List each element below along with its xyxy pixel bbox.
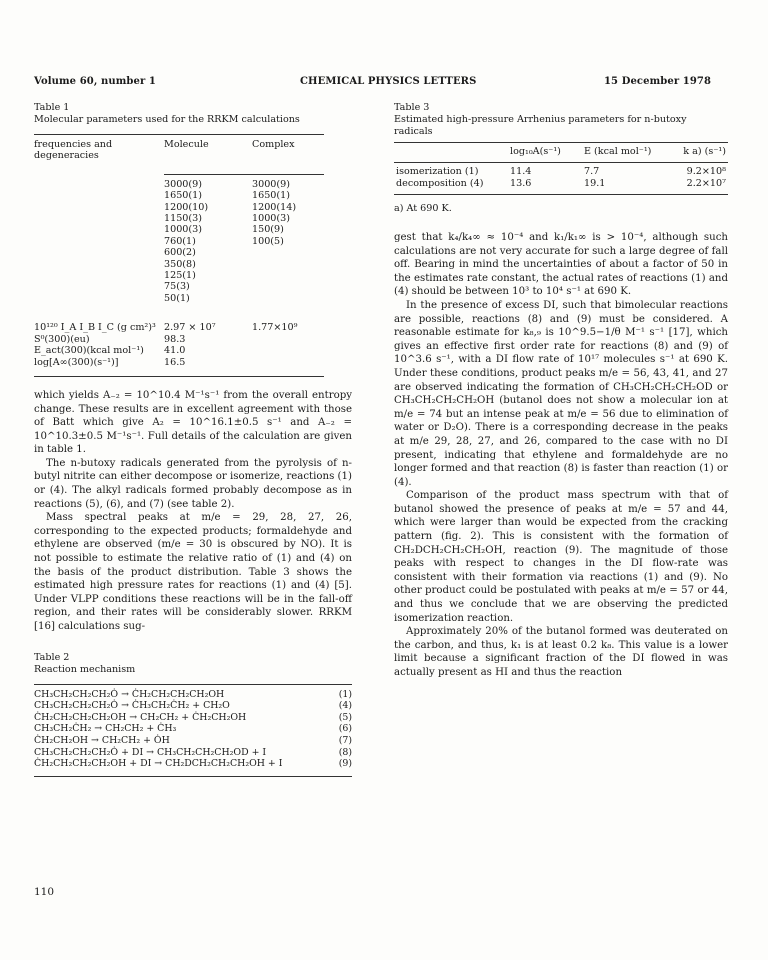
- table1-cell-complex: [252, 345, 342, 356]
- table3-header-logA: log₁₀A(s⁻¹): [510, 146, 561, 157]
- table1-cell-molecule: 50(1): [164, 292, 190, 304]
- table3-body: [394, 166, 728, 190]
- table2-reaction-number: (9): [338, 758, 352, 770]
- table1-cell-complex: [252, 281, 342, 292]
- table1-cell-parameter: E_act(300)(kcal mol⁻¹): [34, 345, 144, 357]
- table3-header-E: E (kcal mol⁻¹): [584, 146, 652, 157]
- table1-cell-molecule: 98.3: [164, 333, 186, 345]
- table2-reaction: ĊH₂CH₂OH → CH₂CH₂ + ȮH: [34, 734, 170, 746]
- table3-cell-E: 19.1: [584, 178, 606, 189]
- table1-cell-parameter: 10¹²⁰ I_A I_B I_C (g cm²)³: [34, 322, 156, 334]
- left-column: [34, 102, 352, 777]
- header-journal: CHEMICAL PHYSICS LETTERS: [300, 76, 477, 87]
- table1-cell-complex: [252, 334, 342, 345]
- table1-cell-blank: [34, 270, 164, 281]
- table2-reaction-number: (7): [338, 734, 352, 746]
- table1-mid-rule: [164, 174, 324, 175]
- table1-cell-complex: 1650(1): [252, 190, 291, 202]
- table1-cell-molecule: 1000(3): [164, 224, 203, 236]
- left-paragraph-2: The n-butoxy radicals generated from the pyrolysis of n-butyl nitrite can either decompose or isomerize, reactions (1) or (4). The alkyl radicals formed probably decompose as in reactions (5), (6), and (7) (see table 2).: [34, 457, 352, 510]
- table1-freq-row: [34, 270, 342, 281]
- table2-reaction: CH₃CH₂CH₂CH₂Ȯ + DI → CH₃CH₂CH₂CH₂OD + I: [34, 746, 267, 758]
- table2-reaction-row: [34, 735, 352, 747]
- table1-cell-blank: [34, 259, 164, 270]
- table1-param-row: [34, 357, 342, 368]
- right-body-text: [394, 231, 728, 680]
- table1-freq-row: [34, 281, 342, 292]
- table3-caption: Estimated high-pressure Arrhenius parameters for n-butoxy radicals: [394, 114, 687, 137]
- table1-cell-blank: [34, 202, 164, 213]
- page-number: 110: [34, 886, 55, 898]
- table1-cell-complex: [252, 357, 342, 368]
- table1-cell-blank: [34, 293, 164, 304]
- table1-cell-molecule: 350(8): [164, 258, 196, 270]
- table3-cell-process: isomerization (1): [396, 166, 479, 177]
- table1-freq-row: [34, 190, 342, 201]
- table1-cell-complex: 1000(3): [252, 213, 291, 225]
- header-volume: Volume 60, number 1: [34, 76, 156, 87]
- right-paragraph-2: In the presence of excess DI, such that bimolecular reactions are possible, reactions (8) and (9) must be considered. A reasonable estimate for k₈,₉ is 10^9.5−1/θ M⁻¹ s⁻¹ [17], which gives an effective first order rate for reactions (8) and (9) of 10^3.6 s⁻¹, with a DI flow rate of 10¹⁷ molecules s⁻¹ at 690 K. Under these conditions, product peaks m/e = 56, 43, 41, and 27 are observed indicating the formation of CH₃CH₂CH₂CH₂OD or CH₃CH₂CH₂CH₂OH (butanol does not show a molecular ion at m/e = 74 but an intense peak at m/e = 56 due to elimination of water or D₂O). There is a corresponding decrease in the peaks at m/e 29, 28, 27, and 26, compared to the case with no DI present, indicating that ethylene and formaldehyde are no longer formed and that reaction (8) is faster than reaction (1) or (4).: [394, 299, 728, 488]
- table2-reaction: CH₃CH₂CH₂CH₂Ȯ → ĊH₃CH₂ĊH₂ + CH₂O: [34, 700, 230, 712]
- right-paragraph-3: Comparison of the product mass spectrum with that of butanol showed the presence of peaks at m/e = 57 and 44, which were larger than would be expected from the cracking pattern (fig. 2). This is consistent with the formation of CH₂DCH₂CH₂CH₂OH, reaction (9). The magnitude of those peaks with respect to changes in the DI flow-rate was consistent with their formation via reactions (1) and (9). No other product could be postulated with peaks at m/e = 57 or 44, and thus we conclude that we are observing the predicted isomerization reaction.: [394, 490, 728, 624]
- table1-cell-blank: [34, 224, 164, 235]
- table2-reaction: CH₃CH₂ĊH₂ → CH₂CH₂ + ĊH₃: [34, 723, 177, 735]
- table1-parameters: [34, 322, 342, 368]
- table1-cell-molecule: 1650(1): [164, 190, 203, 202]
- table2-reaction-number: (1): [338, 688, 352, 700]
- table1-freq-row: [34, 213, 342, 224]
- table1-bottom-rule: [34, 376, 324, 377]
- table3-mid-rule: [394, 162, 728, 163]
- table2-reaction: ĊH₂CH₂CH₂CH₂OH → CH₂CH₂ + ĊH₂CH₂OH: [34, 711, 247, 723]
- table2-reaction-row: [34, 689, 352, 701]
- table2-reaction-row: [34, 747, 352, 759]
- table3-bottom-rule: [394, 194, 728, 195]
- table1-top-rule: [34, 134, 324, 135]
- table1-header-row: [34, 139, 342, 162]
- table1-cell-parameter: S⁰(300)(eu): [34, 333, 90, 345]
- table1-cell-molecule: 125(1): [164, 270, 196, 282]
- table2-reaction-row: [34, 700, 352, 712]
- table2: [34, 689, 352, 770]
- table3-cell-logA: 11.4: [510, 166, 532, 177]
- table1-cell-complex: 100(5): [252, 235, 284, 247]
- left-paragraph-1: which yields A₋₂ = 10^10.4 M⁻¹s⁻¹ from the overall entropy change. These results are in excellent agreement with those of Batt which give A₂ = 10^16.1±0.5 s⁻¹ and A₋₂ = 10^10.3±0.5 M⁻¹s⁻¹. Full details of the calculation are given in table 1.: [34, 389, 352, 456]
- table1-cell-blank: [34, 179, 164, 190]
- table3-header-row: [394, 146, 728, 158]
- table2-reaction: ĊH₂CH₂CH₂CH₂OH + DI → CH₂DCH₂CH₂CH₂OH + I: [34, 758, 283, 770]
- table2-reaction-row: [34, 723, 352, 735]
- right-column: [394, 102, 728, 680]
- table1-label: Table 1: [34, 102, 70, 113]
- table3-cell-k: 9.2×10⁸: [686, 166, 726, 177]
- table1-cell-parameter: log[A∞(300)(s⁻¹)]: [34, 356, 119, 368]
- header-date: 15 December 1978: [604, 76, 712, 87]
- table1-cell-molecule: 41.0: [164, 345, 186, 357]
- table1-cell-complex: 3000(9): [252, 178, 291, 190]
- table1-cell-complex: [252, 293, 342, 304]
- table2-reaction: CH₃CH₂CH₂CH₂Ȯ → ĊH₂CH₂CH₂CH₂OH: [34, 688, 225, 700]
- table2-reaction-number: (5): [338, 711, 352, 723]
- table1-cell-blank: [34, 213, 164, 224]
- table1-freq-row: [34, 224, 342, 235]
- table3-header-blank: [394, 146, 508, 158]
- table1-freq-row: [34, 293, 342, 304]
- table1-cell-molecule: 75(3): [164, 281, 190, 293]
- table1-freq-row: [34, 179, 342, 190]
- table2-reaction-number: (6): [338, 723, 352, 735]
- table1-cell-complex: [252, 247, 342, 258]
- table1-header-molecule: Molecule: [164, 139, 209, 150]
- table1-param-row: [34, 322, 342, 333]
- table1-cell-complex: [252, 270, 342, 281]
- right-paragraph-1: gest that k₄/k₄∞ ≈ 10⁻⁴ and k₁/k₁∞ is > 10⁻⁴, although such calculations are not very accurate for such a large degree of fall off. Bearing in mind the uncertainties of about a factor of 50 in the estimates rate constant, the actual rates of reactions (1) and (4) should be between 10³ to 10⁴ s⁻¹ at 690 K.: [394, 232, 728, 298]
- table3-row: [394, 178, 728, 190]
- table3-cell-E: 7.7: [584, 166, 600, 177]
- table3: [394, 146, 728, 158]
- table1-cell-molecule: 3000(9): [164, 178, 203, 190]
- table1-param-row: [34, 345, 342, 356]
- table1-cell-blank: [34, 281, 164, 292]
- table2-block: [34, 652, 352, 777]
- table3-cell-k: 2.2×10⁷: [686, 178, 726, 189]
- table3-row: [394, 166, 728, 178]
- table1-freq-row: [34, 259, 342, 270]
- table2-reaction-number: (4): [338, 700, 352, 712]
- table1-header-freq: frequencies and degeneracies: [34, 139, 113, 162]
- table3-top-rule: [394, 142, 728, 143]
- table1: [34, 139, 342, 162]
- table1-caption: Molecular parameters used for the RRKM calculations: [34, 114, 300, 125]
- table3-cell-logA: 13.6: [510, 178, 532, 189]
- table1-cell-molecule: 2.97 × 10⁷: [164, 322, 216, 334]
- table1-cell-molecule: 1200(10): [164, 201, 209, 213]
- table2-reaction-number: (8): [338, 746, 352, 758]
- table3-label: Table 3: [394, 102, 430, 113]
- table1-cell-molecule: 760(1): [164, 235, 196, 247]
- table2-bottom-rule: [34, 776, 352, 777]
- table2-label: Table 2: [34, 651, 70, 663]
- right-paragraph-4: Approximately 20% of the butanol formed was deuterated on the carbon, and thus, k₁ is at least 0.2 k₈. This value is a lower limit because a significant fraction of the DI flowed in was actually present as HI and thus the reaction: [394, 626, 728, 678]
- table1-cell-complex: 1200(14): [252, 201, 297, 213]
- table3-cell-process: decomposition (4): [396, 178, 484, 189]
- table2-reaction-row: [34, 758, 352, 770]
- table3-footnote: a) At 690 K.: [394, 203, 452, 214]
- table2-top-rule: [34, 684, 352, 685]
- table1-freq-row: [34, 247, 342, 258]
- table1-cell-molecule: 600(2): [164, 247, 196, 259]
- table1-cell-complex: 1.77×10⁹: [252, 322, 298, 334]
- table1-param-row: [34, 334, 342, 345]
- table1-cell-blank: [34, 236, 164, 247]
- table1-freq-row: [34, 236, 342, 247]
- table2-caption: Reaction mechanism: [34, 663, 136, 675]
- table1-freq-row: [34, 202, 342, 213]
- table1-frequencies: [34, 179, 342, 304]
- table3-header-k: k a) (s⁻¹): [683, 146, 726, 157]
- left-body-text: [34, 389, 352, 634]
- table2-reaction-row: [34, 712, 352, 724]
- table1-cell-blank: [34, 247, 164, 258]
- table1-cell-complex: 150(9): [252, 224, 284, 236]
- table1-cell-complex: [252, 259, 342, 270]
- table1-header-complex: Complex: [252, 139, 295, 150]
- left-paragraph-3: Mass spectral peaks at m/e = 29, 28, 27, 26, corresponding to the expected products; formaldehyde and ethylene are observed (m/e = 30 is obscured by NO). It is not possible to estimate the relative ratio of (1) and (4) on the basis of the product distribution. Table 3 shows the estimated high pressure rates for reactions (1) and (4) [5]. Under VLPP conditions these reactions will be in the fall-off region, and their rates will be considerably slower. RRKM [16] calculations sug-: [34, 512, 352, 632]
- table1-cell-molecule: 1150(3): [164, 213, 203, 225]
- table1-cell-molecule: 16.5: [164, 356, 186, 368]
- table1-cell-blank: [34, 190, 164, 201]
